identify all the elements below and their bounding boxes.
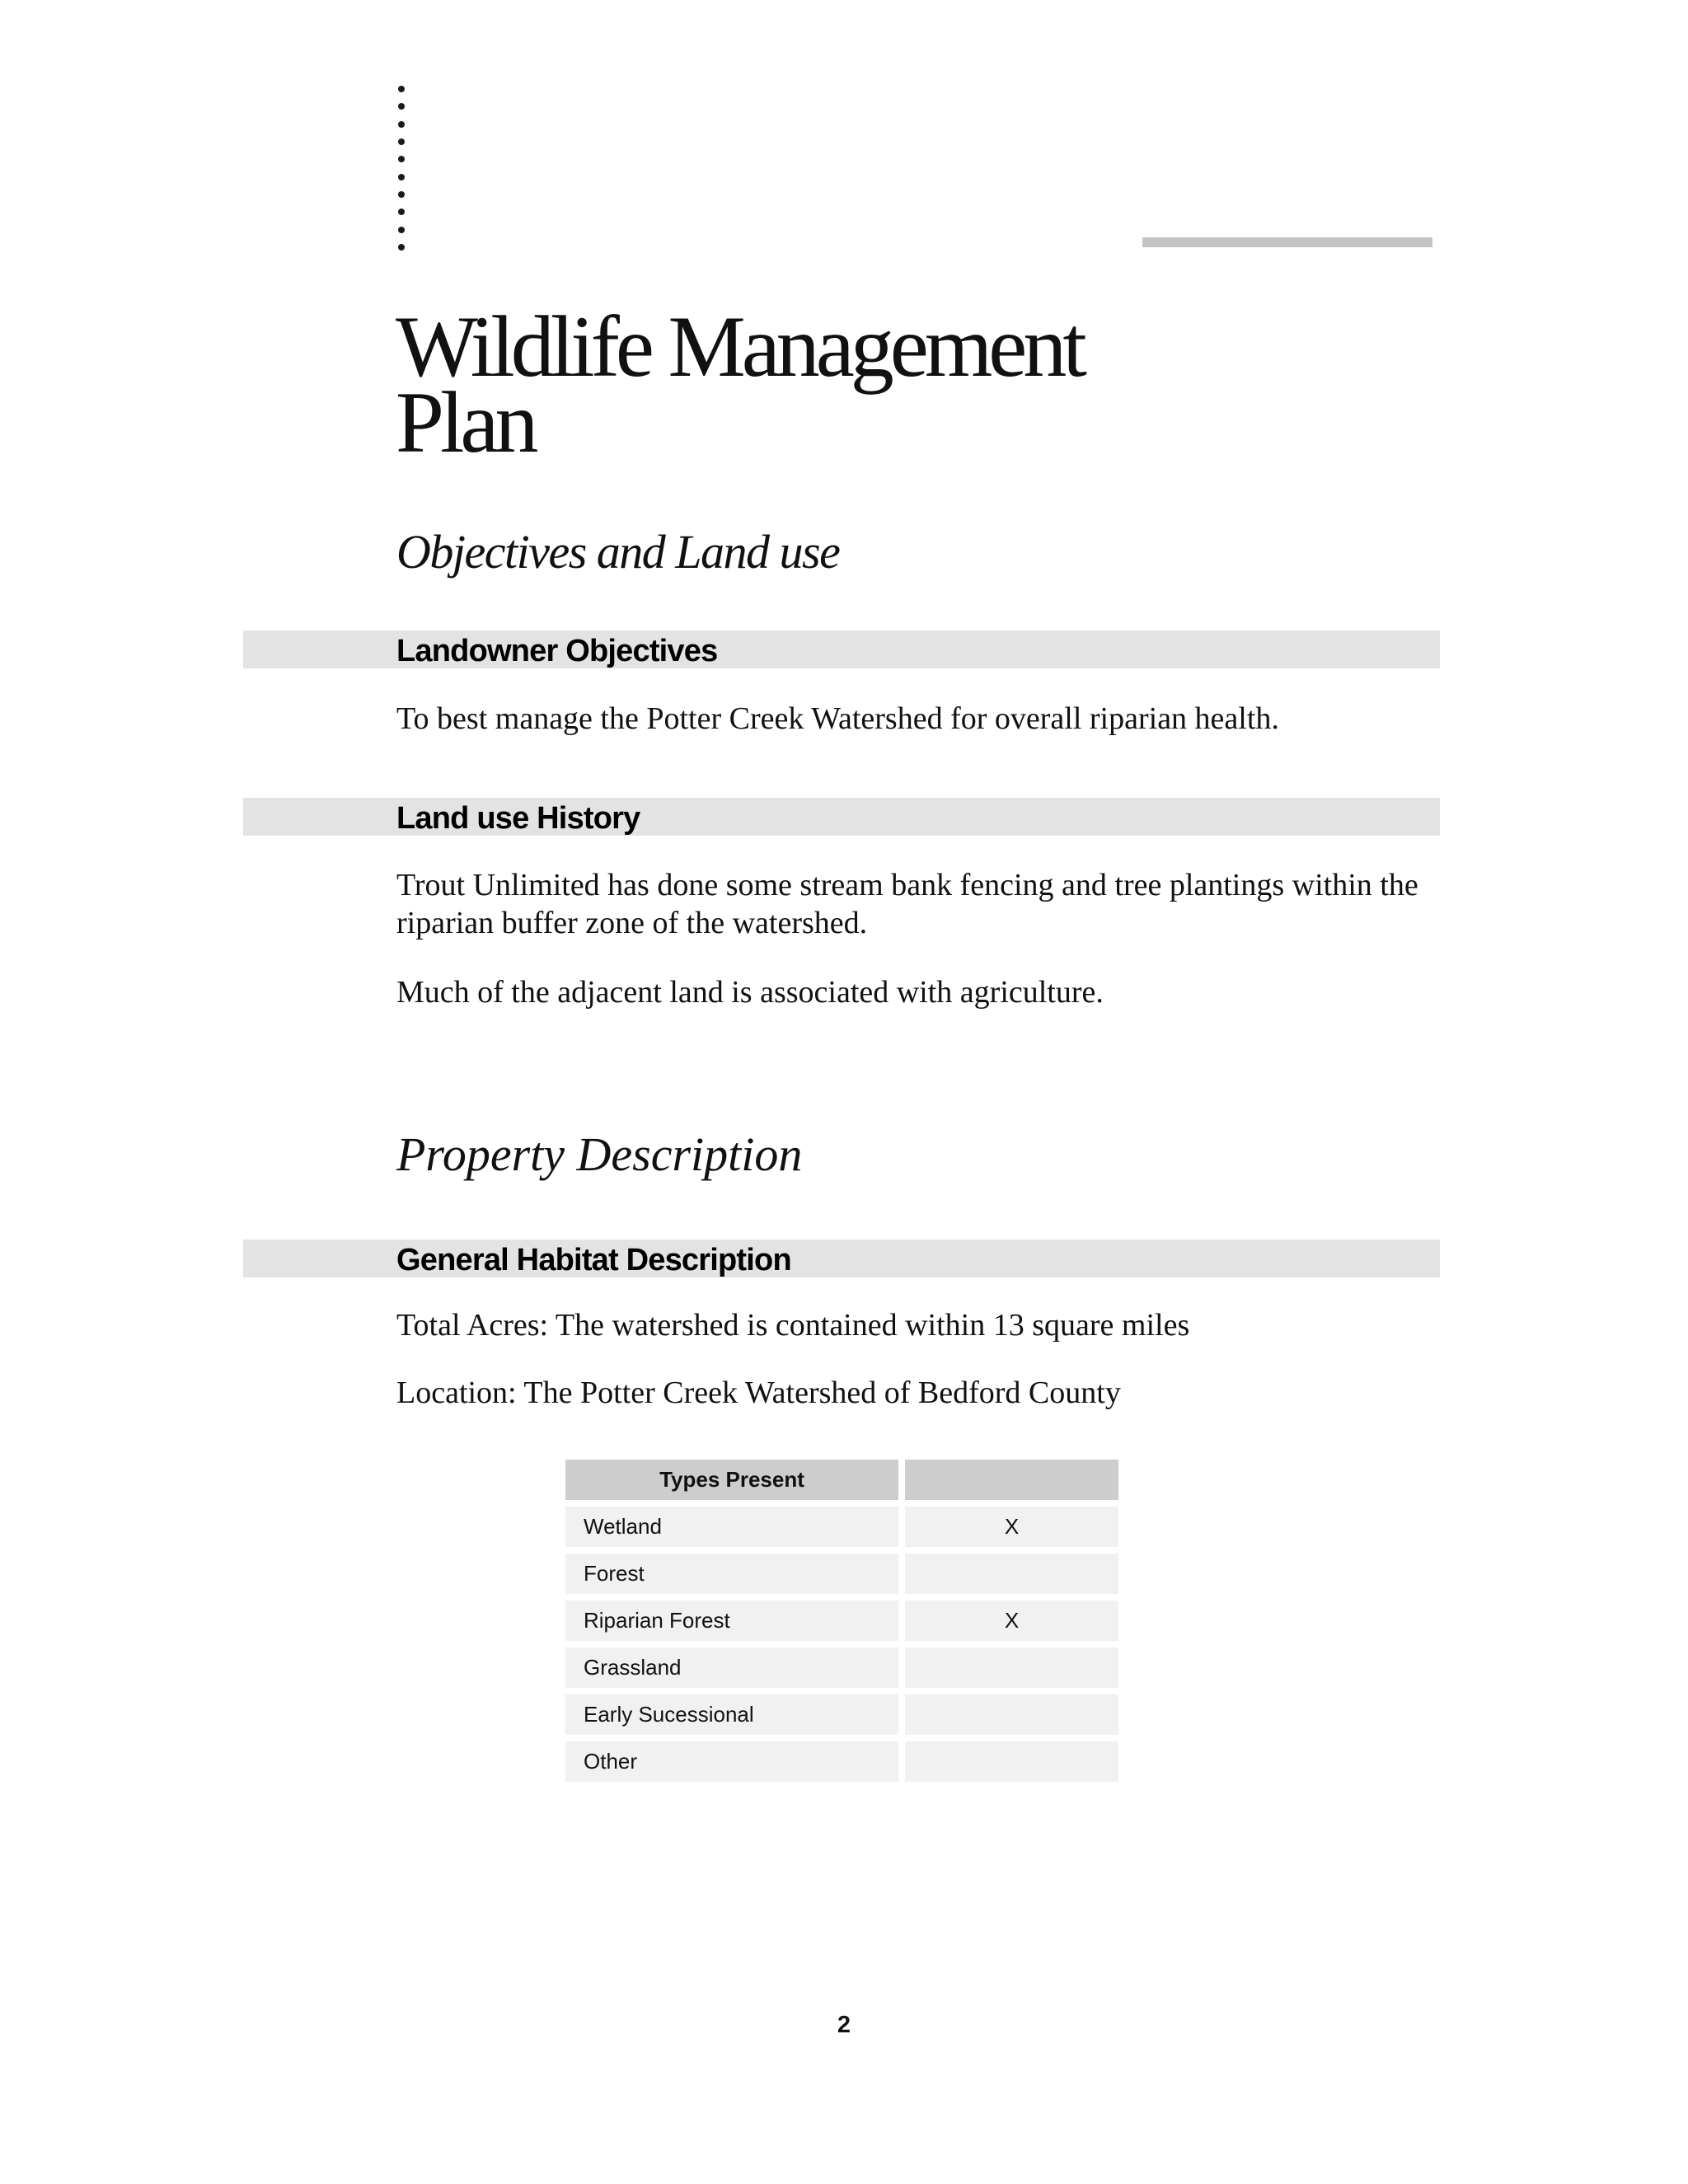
landowner-objectives-text: To best manage the Potter Creek Watershed for overall riparian health. — [396, 701, 1279, 736]
ornament-dot — [398, 227, 405, 233]
habitat-type-cell: Early Sucessional — [565, 1694, 898, 1735]
heading-band-general-habitat — [243, 1240, 1440, 1277]
land-use-history-heading: Land use History — [396, 801, 640, 836]
land-use-history-paragraph-1: Trout Unlimited has done some stream bank fencing and tree plantings within the riparian buffer zone of the watershed. — [396, 868, 1418, 940]
page-number: 2 — [837, 2012, 851, 2038]
table-header-present-mark — [905, 1460, 1118, 1500]
table-header-row — [565, 1460, 1118, 1500]
habitat-mark-cell — [905, 1647, 1118, 1688]
habitat-type-cell: Riparian Forest — [565, 1601, 898, 1641]
heading-band-land-use-history — [243, 798, 1440, 836]
habitat-type-cell: Other — [565, 1741, 898, 1782]
section-title-objectives: Objectives and Land use — [396, 525, 840, 579]
page-title-line1: Wildlife Management — [396, 298, 1083, 395]
habitat-type-cell: Forest — [565, 1554, 898, 1594]
heading-band-landowner-objectives — [243, 630, 1440, 668]
table-row — [565, 1647, 1118, 1688]
ornament-dot — [398, 121, 405, 128]
ornament-dot — [398, 86, 405, 92]
location-text: Location: The Potter Creek Watershed of Bedford County — [396, 1376, 1121, 1410]
ornament-dot — [398, 244, 405, 251]
habitat-mark-cell: X — [905, 1601, 1118, 1641]
table-row — [565, 1554, 1118, 1594]
ornament-dot — [398, 156, 405, 162]
landowner-objectives-heading: Landowner Objectives — [396, 634, 718, 668]
ornament-dot — [398, 174, 405, 180]
table-row — [565, 1601, 1118, 1641]
ornament-dot — [398, 191, 405, 198]
table-row — [565, 1694, 1118, 1735]
page-title — [396, 298, 1137, 471]
ornament-dot — [398, 103, 405, 110]
habitat-mark-cell — [905, 1554, 1118, 1594]
section-title-property-description: Property Description — [396, 1127, 803, 1181]
total-acres-text: Total Acres: The watershed is contained within 13 square miles — [396, 1308, 1190, 1343]
general-habitat-heading: General Habitat Description — [396, 1243, 791, 1277]
habitat-types-table — [559, 1453, 1125, 1788]
habitat-type-cell: Grassland — [565, 1647, 898, 1688]
habitat-type-cell: Wetland — [565, 1507, 898, 1547]
header-rule — [1142, 237, 1432, 247]
ornament-dot — [398, 138, 405, 145]
table-header-types-present: Types Present — [565, 1460, 898, 1500]
table-row — [565, 1741, 1118, 1782]
page-title-line2: Plan — [396, 374, 535, 471]
land-use-history-paragraph-2: Much of the adjacent land is associated with agriculture. — [396, 975, 1104, 1010]
habitat-mark-cell — [905, 1694, 1118, 1735]
ornament-dot — [398, 209, 405, 215]
habitat-mark-cell: X — [905, 1507, 1118, 1547]
dotted-vertical-ornament — [398, 86, 406, 251]
table-row — [565, 1507, 1118, 1547]
habitat-mark-cell — [905, 1741, 1118, 1782]
